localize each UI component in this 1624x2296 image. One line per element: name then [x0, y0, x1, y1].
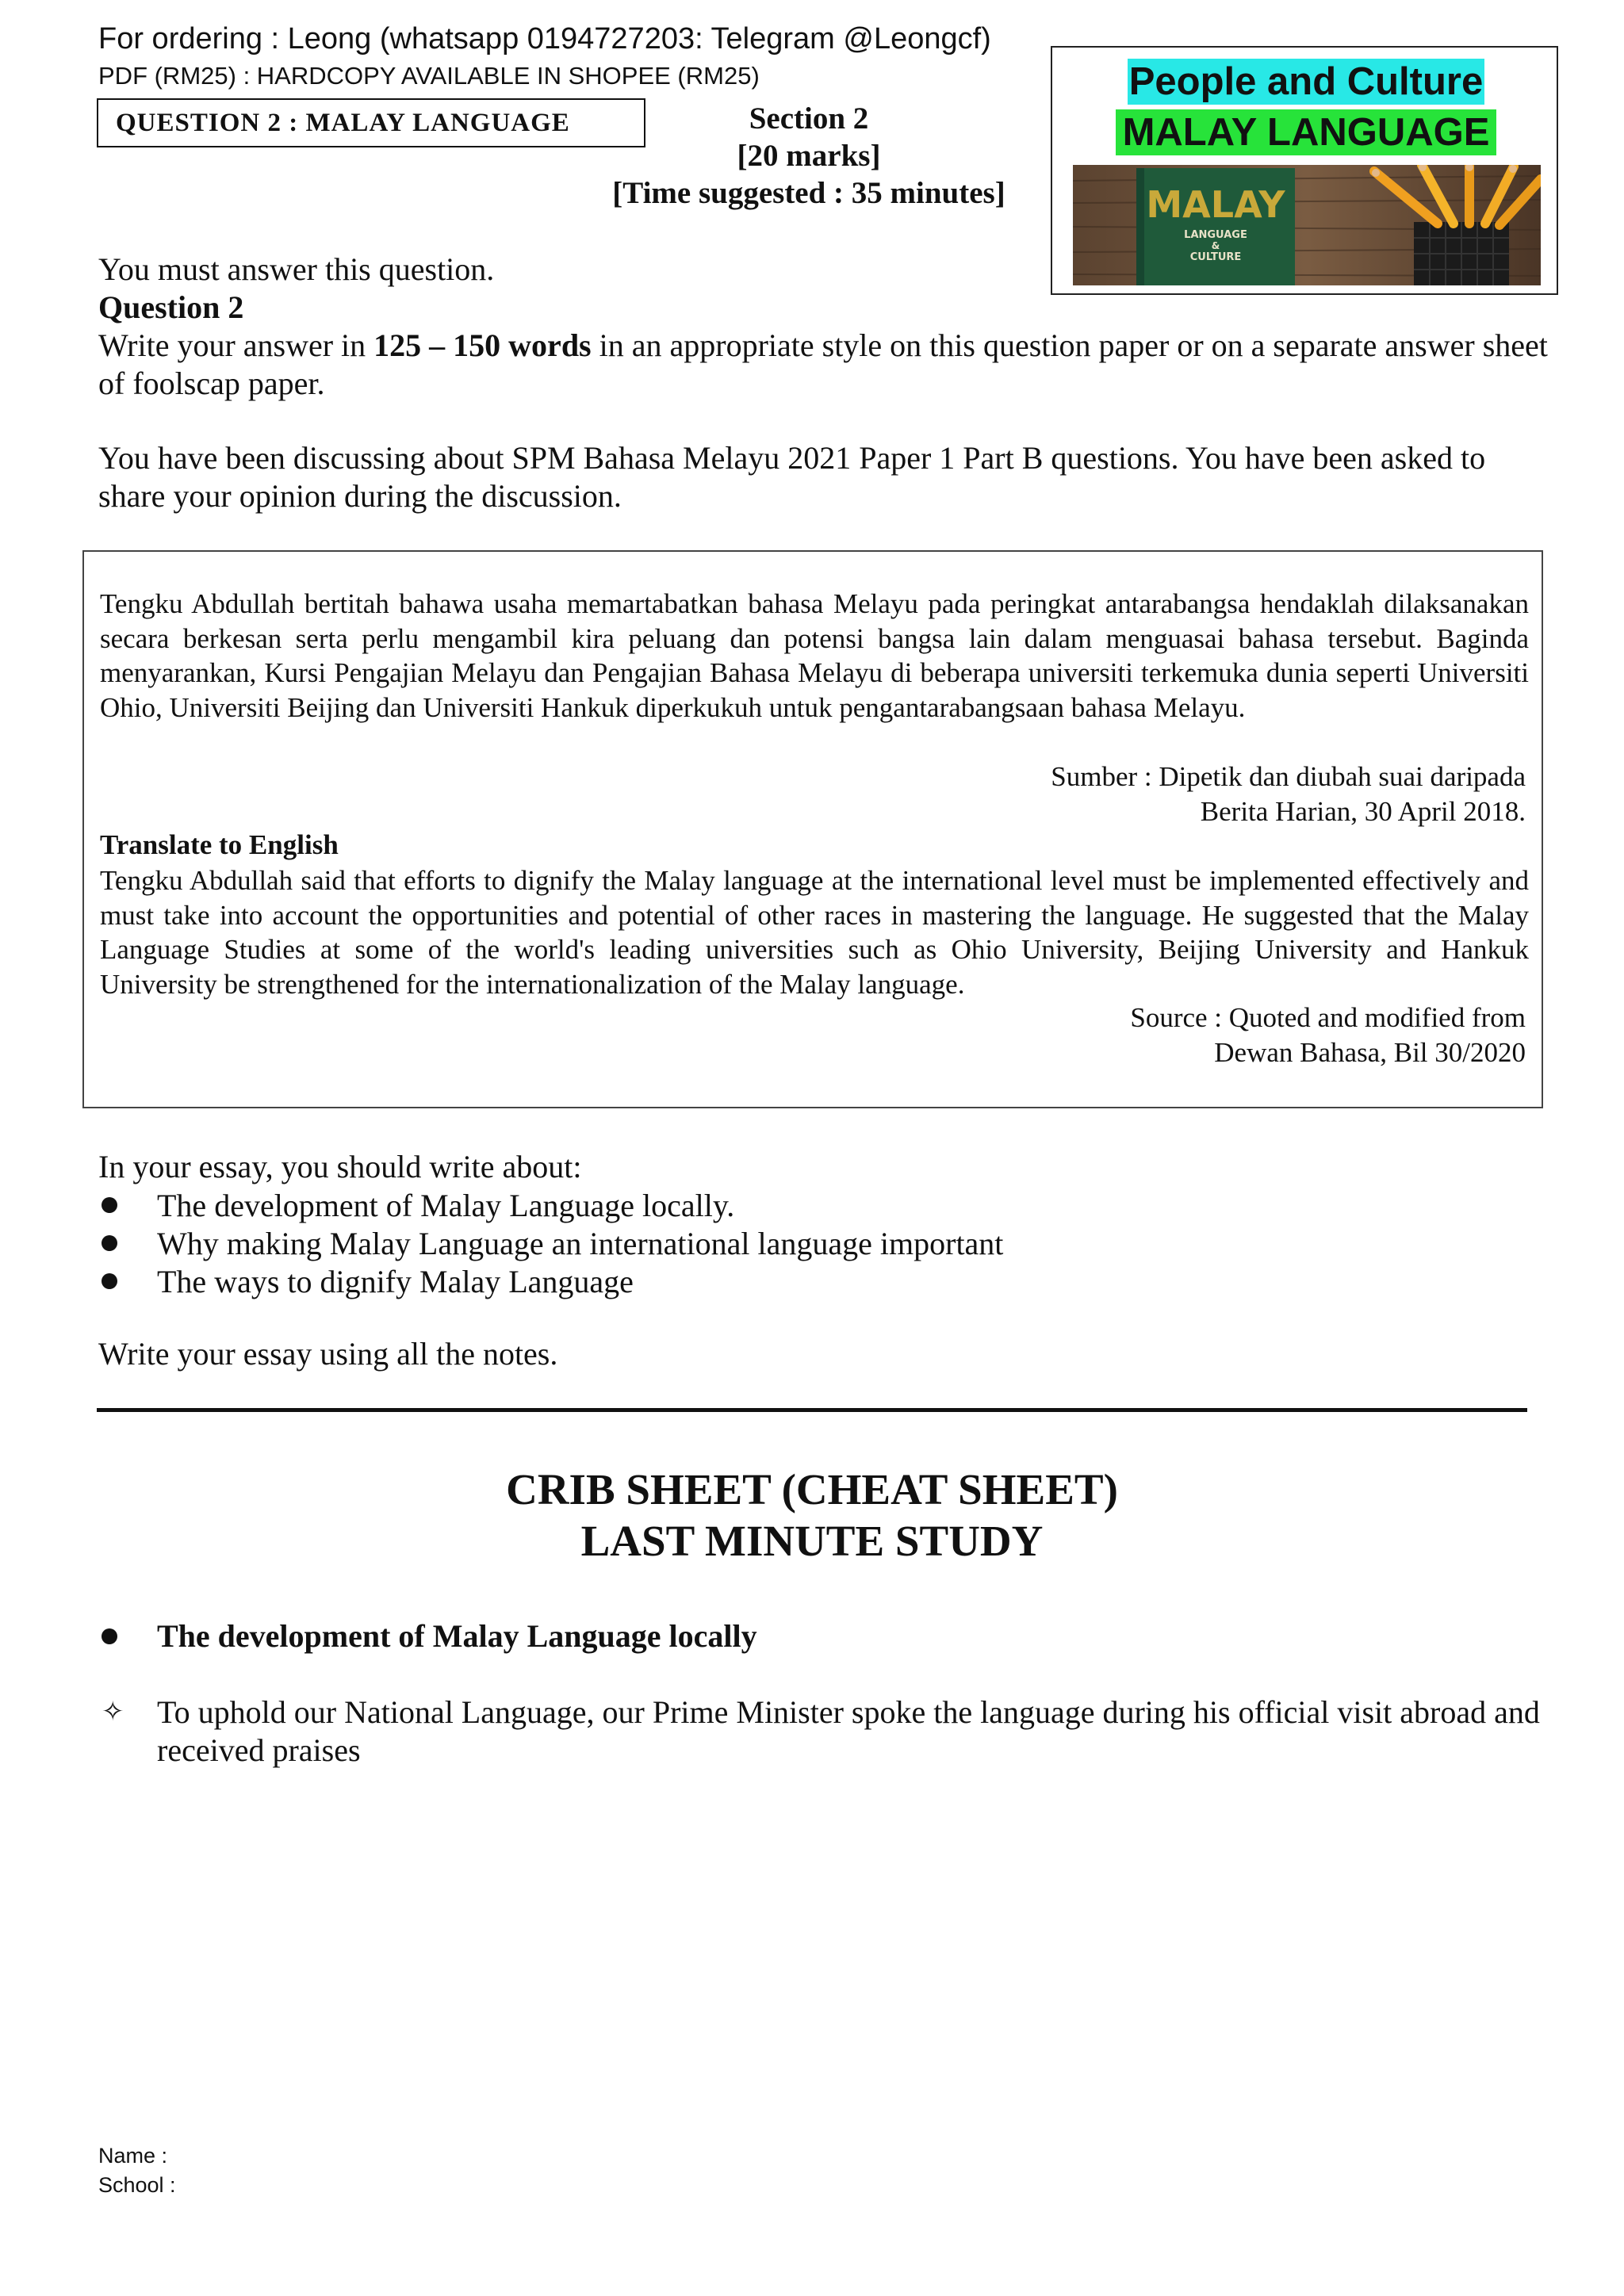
bullet-icon [102, 1628, 117, 1644]
cover-title-line1: People and Culture [1128, 60, 1484, 103]
section-title: Section 2 [749, 101, 869, 136]
quote-box [82, 550, 1543, 1108]
question-label-box [97, 98, 645, 147]
question-number: Question 2 [98, 289, 244, 325]
word-count-instruction: Write your answer in 125 – 150 words in an appropriate style on this question paper or on a separate answer sheet of foolscap paper. [98, 327, 1548, 401]
crib-point-text: To uphold our National Language, our Prime Minister spoke the language during his official visit abroad and received praises [157, 1694, 1540, 1768]
pdf-price-note: PDF (RM25) : HARDCOPY AVAILABLE IN SHOPEE (RM25) [98, 62, 760, 90]
essay-intro: In your essay, you should write about: [98, 1149, 582, 1184]
book-sub2: CULTURE [1189, 251, 1242, 263]
quote-malay-text: Tengku Abdullah bertitah bahawa usaha memartabatkan bahasa Melayu pada peringkat antarabangsa hendaklah dilaksanakan secara berkesan serta perlu mengambil kira peluang dan potensi bangsa lain dalam menguasai bahasa tersebut. Baginda menyarankan, Kursi Pengajian Melayu dan Pengajian Bahasa Melayu di beberapa universiti terkemuka dunia seperti Universiti Ohio, Universiti Beijing dan Universiti Hankuk diperkukuh untuk pengantarabangsaan bahasa Melayu. [100, 588, 1529, 723]
divider [97, 1408, 1527, 1412]
list-item: The ways to dignify Malay Language [98, 1262, 1003, 1300]
book-amp: & [1211, 240, 1220, 251]
bullet-icon [102, 1235, 117, 1251]
quote-source-english: Source : Quoted and modified from Dewan Bahasa, Bil 30/2020 [1130, 1002, 1526, 1068]
crib-point [98, 1693, 1549, 1770]
cover-title-line2: MALAY LANGUAGE [1116, 109, 1496, 155]
school-label: School : [98, 2173, 176, 2197]
essay-points-list [98, 1186, 1003, 1300]
book-sub1: LANGUAGE [1184, 229, 1247, 241]
cover-image-box [1051, 46, 1558, 295]
list-item: Why making Malay Language an international language important [98, 1224, 1003, 1262]
notes-instruction: Write your essay using all the notes. [98, 1336, 558, 1372]
bullet-icon [102, 1197, 117, 1213]
section-header [587, 100, 1031, 212]
quote-source-malay: Sumber : Dipetik dan diubah suai daripada Berita Harian, 30 April 2018. [1051, 761, 1526, 827]
must-answer-text: You must answer this question. [98, 251, 495, 287]
section-marks: [20 marks] [737, 139, 881, 173]
discussion-context: You have been discussing about SPM Bahasa Melayu 2021 Paper 1 Part B questions. You have been asked to share your opinion during the discussion. [98, 440, 1486, 514]
list-item: The development of Malay Language locally. [98, 1186, 1003, 1224]
word-count: 125 – 150 words [373, 327, 592, 363]
star-bullet-icon: ✧ [102, 1697, 124, 1727]
section-time: [Time suggested : 35 minutes] [612, 176, 1005, 210]
quote-english-text: Tengku Abdullah said that efforts to dignify the Malay language at the international level must be implemented effectively and must take into account the opportunities and potential of other races in mastering the language. He suggested that the Malay Language Studies at some of the world's leading universities such as Ohio University, Beijing University and Hankuk University be strengthened for the internationalization of the Malay language. [100, 865, 1529, 1000]
ordering-info: For ordering : Leong (whatsapp 0194727203: Telegram @Leongcf) [98, 22, 991, 55]
bullet-icon [102, 1273, 117, 1289]
cover-photo-illustration [1073, 165, 1541, 285]
book-title: MALAY [1146, 183, 1285, 226]
cover-photo [1073, 165, 1541, 285]
question-label: QUESTION 2 : MALAY LANGUAGE [116, 108, 570, 137]
crib-heading: The development of Malay Language locally [98, 1617, 757, 1655]
name-label: Name : [98, 2144, 168, 2168]
translate-heading: Translate to English [100, 829, 339, 860]
crib-sheet-title: CRIB SHEET (CHEAT SHEET) LAST MINUTE STUDY [506, 1465, 1118, 1565]
